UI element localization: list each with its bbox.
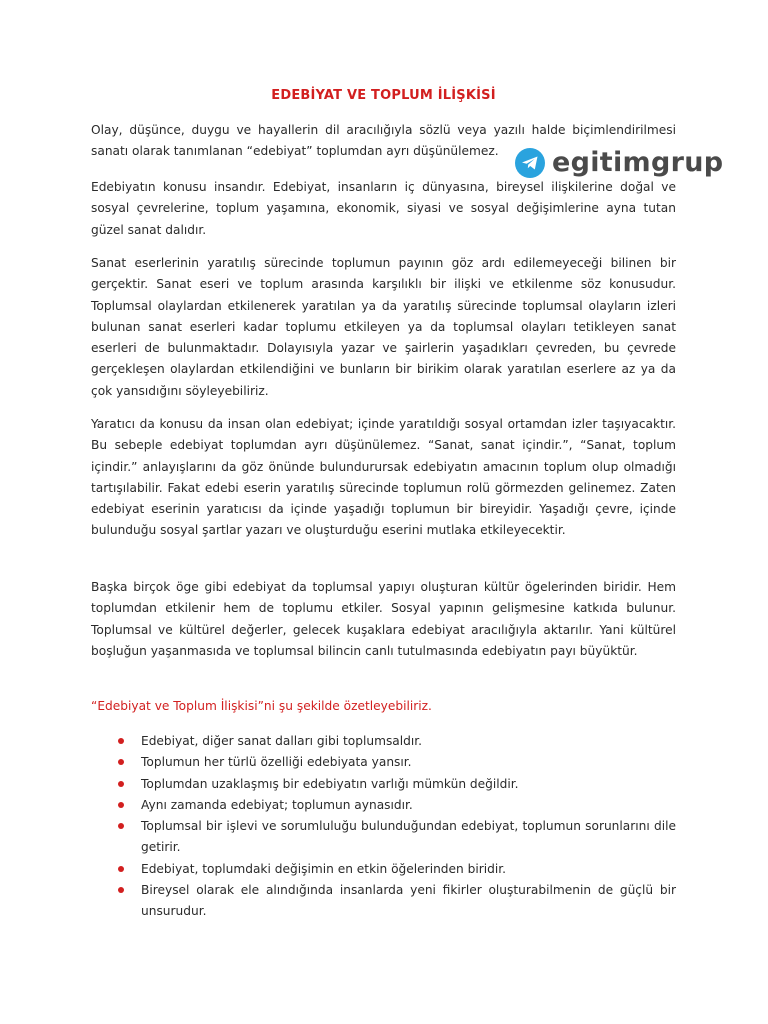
list-item [91,880,676,923]
list-item [91,752,676,773]
egitimgrup-watermark [515,147,723,178]
bullet-icon [118,887,124,893]
watermark-text: egitimgrup [552,147,724,178]
list-item-text: Edebiyat, toplumdaki değişimin en etkin öğelerinden biridir. [141,861,507,876]
bullet-icon [118,759,124,765]
bullet-icon [118,802,124,808]
list-item-text: Toplumdan uzaklaşmış bir edebiyatın varlığı mümkün değildir. [141,776,519,791]
list-item-text: Bireysel olarak ele alındığında insanlarda yeni fikirler oluşturabilmenin de güçlü bir unsurudur. [141,883,676,919]
list-item-text: Toplumsal bir işlevi ve sorumluluğu bulunduğundan edebiyat, toplumun sorunlarını dile getirir. [141,819,676,855]
summary-intro: “Edebiyat ve Toplum İlişkisi”ni şu şekilde özetleyebiliriz. [91,699,432,713]
bullet-icon [118,781,124,787]
list-item-text: Toplumun her türlü özelliği edebiyata yansır. [141,755,412,770]
paragraph-1: Olay, düşünce, duygu ve hayallerin dil aracılığıyla sözlü veya yazılı halde biçimlendirilmesi sanatı olarak tanımlanan “edebiyat” toplumdan ayrı düşünülemez. [91,123,676,159]
list-item [91,859,676,880]
summary-list [91,731,676,923]
telegram-icon [515,148,545,178]
paragraph-5: Başka birçok öge gibi edebiyat da toplumsal yapıyı oluşturan kültür ögelerinden biridir. Hem toplumdan etkilenir hem de toplumu etkiler. Sosyal yapının gelişmesine katkıda bulunur. Toplumsal ve kültürel değerler, gelecek kuşaklara edebiyat aracılığıyla aktarılır. Yani kültürel boşluğun yaşanmasıda ve toplumsal bilincin canlı tutulmasında edebiyatın payı büyüktür. [91,580,676,658]
document-title: EDEBİYAT VE TOPLUM İLİŞKİSİ [271,88,496,103]
paragraph-4: Yaratıcı da konusu da insan olan edebiyat; içinde yaratıldığı sosyal ortamdan izler taşıyacaktır. Bu sebeple edebiyat toplumdan ayrı düşünülemez. “Sanat, sanat içindir.”, “Sanat, toplum içindir.” anlayışlarını da göz önünde bulundurursak edebiyatın amacının toplum olup olmadığı tartışılabilir. Fakat edebi eserin yaratılış sürecinde toplumun rolü görmezden gelinemez. Zaten edebiyat eserinin yaratıcısı da içinde yaşadığı toplumun bir bireyidir. Yaşadığı çevre, içinde bulunduğu sosyal şartlar yazarı ve oluşturduğu eserini mutlaka etkileyecektir. [91,417,676,538]
list-item [91,774,676,795]
bullet-icon [118,823,124,829]
list-item-text: Edebiyat, diğer sanat dalları gibi toplumsaldır. [141,734,423,748]
list-item [91,795,676,816]
bullet-icon [118,866,124,872]
list-item [91,731,676,752]
list-item-text: Aynı zamanda edebiyat; toplumun aynasıdır. [141,797,413,812]
paragraph-2: Edebiyatın konusu insandır. Edebiyat, insanların iç dünyasına, bireysel ilişkilerine doğal ve sosyal çevrelerine, toplum yaşamına, ekonomik, siyasi ve sosyal değişimlerine ayna tutan güzel sanat dalıdır. [91,180,676,237]
list-item [91,816,676,859]
paragraph-3: Sanat eserlerinin yaratılış sürecinde toplumun payının göz ardı edilemeyeceği bilinen bir gerçektir. Sanat eseri ve toplum arasında karşılıklı bir ilişki ve etkilenme söz konusudur. Toplumsal olaylardan etkilenerek yaratılan ya da yaratılış sürecinde toplumsal olayların izleri bulunan sanat eserleri kadar toplumu etkileyen ya da toplumsal olayları tetikleyen sanat eserleri de bulunmaktadır. Dolayısıyla yazar ve şairlerin yaşadıkları çevreden, bu çevrede gerçekleşen olaylardan etkilendiğini ve bunların bir birikim olarak yaratılan eserlere az ya da çok yansıdığını söyleyebiliriz. [91,256,676,398]
bullet-icon [118,738,124,744]
